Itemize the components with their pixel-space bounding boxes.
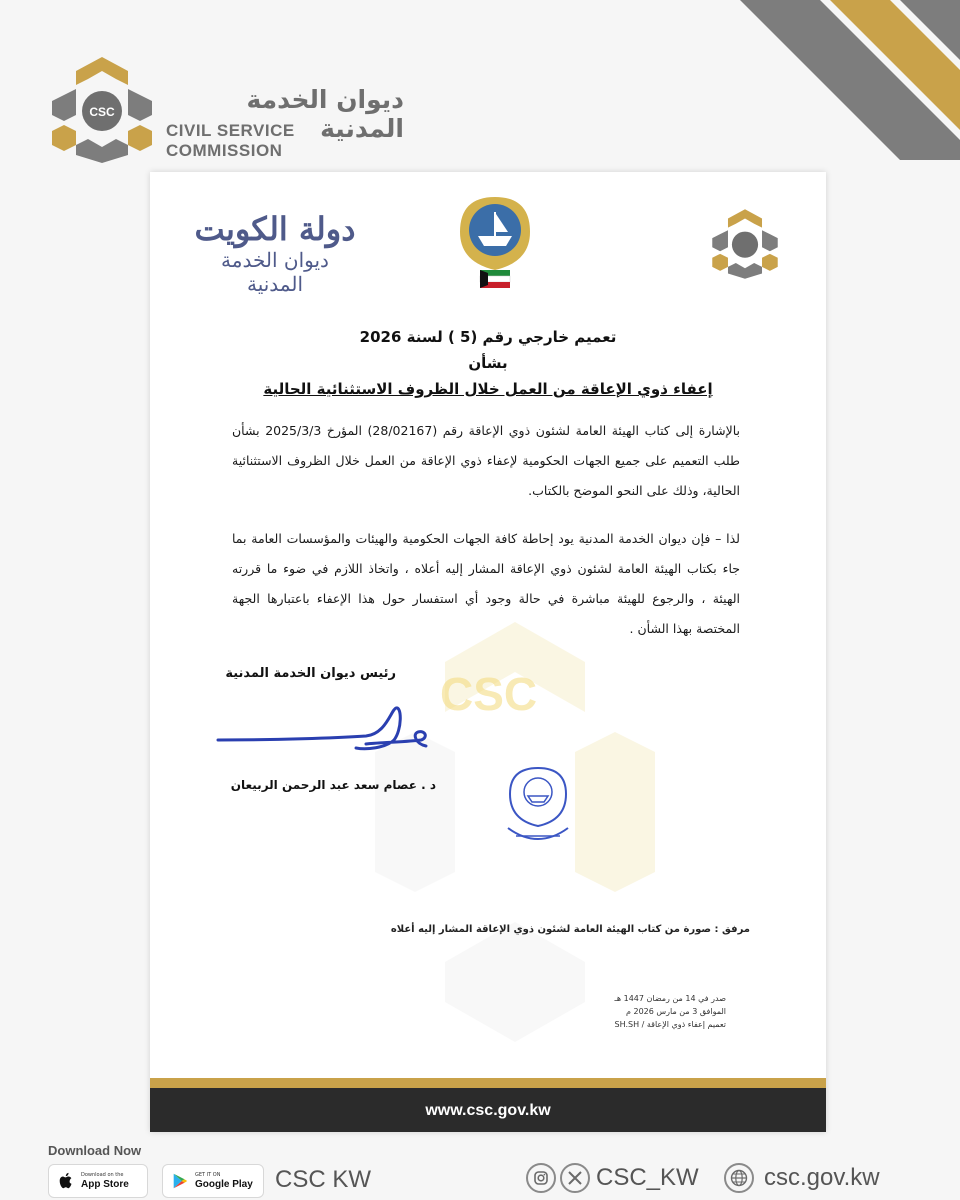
kuwait-emblem-icon — [450, 192, 540, 292]
letter-paragraph-2: لذا – فإن ديوان الخدمة المدنية يود إحاطة كافة الجهات الحكومية والهيئات والمؤسسات العامة بما جاء بكتاب الهيئة العامة لشئون ذوي الإعاقة المشار إليه أعلاه ، واتخاذ اللازم في ضوء ما قررته الهيئة ، والرجوع للهيئة مباشرة في حالة وجود أي استفسار حول هذا الإعفاء باعتبارها الجهة المختصة بهذا الشأن . — [232, 531, 740, 636]
instagram-icon[interactable] — [526, 1163, 556, 1193]
google-play-icon — [171, 1172, 189, 1190]
website-text[interactable]: csc.gov.kw — [764, 1164, 880, 1191]
subject-heading: إعفاء ذوي الإعاقة من العمل خلال الظروف الاستثنائية الحالية — [263, 380, 713, 398]
x-icon[interactable] — [560, 1163, 590, 1193]
letter-paragraph-1: بالإشارة إلى كتاب الهيئة العامة لشئون ذوي الإعاقة رقم (28/02167) المؤرخ 2025/3/3 بشأن طلب التعميم على جميع الجهات الحكومية لإعفاء ذوي الإعاقة من العمل خلال الظروف الاستثنائية الحالية، وذلك على النحو الموضح بالكتاب. — [232, 423, 741, 498]
ref-corresponding-date: الموافق 3 من مارس 2026 م — [626, 1007, 726, 1016]
signer-name: د . عصام سعد عبد الرحمن الربيعان — [230, 778, 436, 792]
google-play-button[interactable] — [162, 1164, 264, 1198]
app-store-button[interactable] — [48, 1164, 148, 1198]
app-store-label: App Store — [81, 1178, 129, 1190]
signature-icon — [216, 700, 436, 770]
footer-url[interactable]: www.csc.gov.kw — [425, 1102, 551, 1119]
ref-code: تعميم إعفاء ذوي الإعاقة / SH.SH — [614, 1020, 726, 1029]
app-name: CSC KW — [275, 1166, 371, 1193]
globe-icon — [724, 1163, 754, 1193]
google-play-small-text: GET IT ON — [195, 1171, 221, 1178]
state-name: دولة الكويت — [194, 210, 356, 248]
watermark-text: CSC — [440, 668, 538, 720]
reference-block — [615, 992, 727, 1031]
website-link[interactable] — [724, 1163, 880, 1193]
google-play-label: Google Play — [195, 1178, 253, 1190]
letter-document — [150, 172, 826, 1132]
apple-icon — [57, 1172, 75, 1190]
logo-text: CSC — [89, 105, 115, 119]
header-logo — [44, 55, 404, 165]
letter-footer — [150, 1078, 826, 1132]
state-department: ديوان الخدمة المدنية — [221, 248, 329, 296]
download-label: Download Now — [48, 1143, 142, 1158]
app-store-small-text: Download on the — [81, 1171, 124, 1178]
brand-name-en: CIVIL SERVICE COMMISSION — [166, 121, 295, 160]
state-header — [190, 210, 360, 296]
signer-title: رئيس ديوان الخدمة المدنية — [225, 666, 396, 681]
social-links — [526, 1163, 699, 1193]
ref-issued-date: صدر في 14 من رمضان 1447 هـ — [614, 994, 726, 1003]
csc-small-logo-icon — [705, 208, 785, 280]
corner-decoration — [660, 0, 960, 160]
attachment-note: مرفق : صورة من كتاب الهيئة العامة لشئون ذوي الإعاقة المشار إليه أعلاه — [390, 924, 750, 935]
csc-logo-icon — [44, 55, 160, 165]
social-handle[interactable]: CSC_KW — [596, 1164, 699, 1191]
footer-gold-stripe — [150, 1078, 826, 1088]
circular-title: تعميم خارجي رقم (5 ) لسنة 2026 — [359, 328, 617, 346]
subject-label: بشأن — [468, 354, 508, 372]
brand-name-ar: ديوان الخدمة المدنية — [246, 85, 404, 143]
official-stamp-icon — [502, 764, 574, 852]
letter-title-block — [150, 328, 826, 398]
